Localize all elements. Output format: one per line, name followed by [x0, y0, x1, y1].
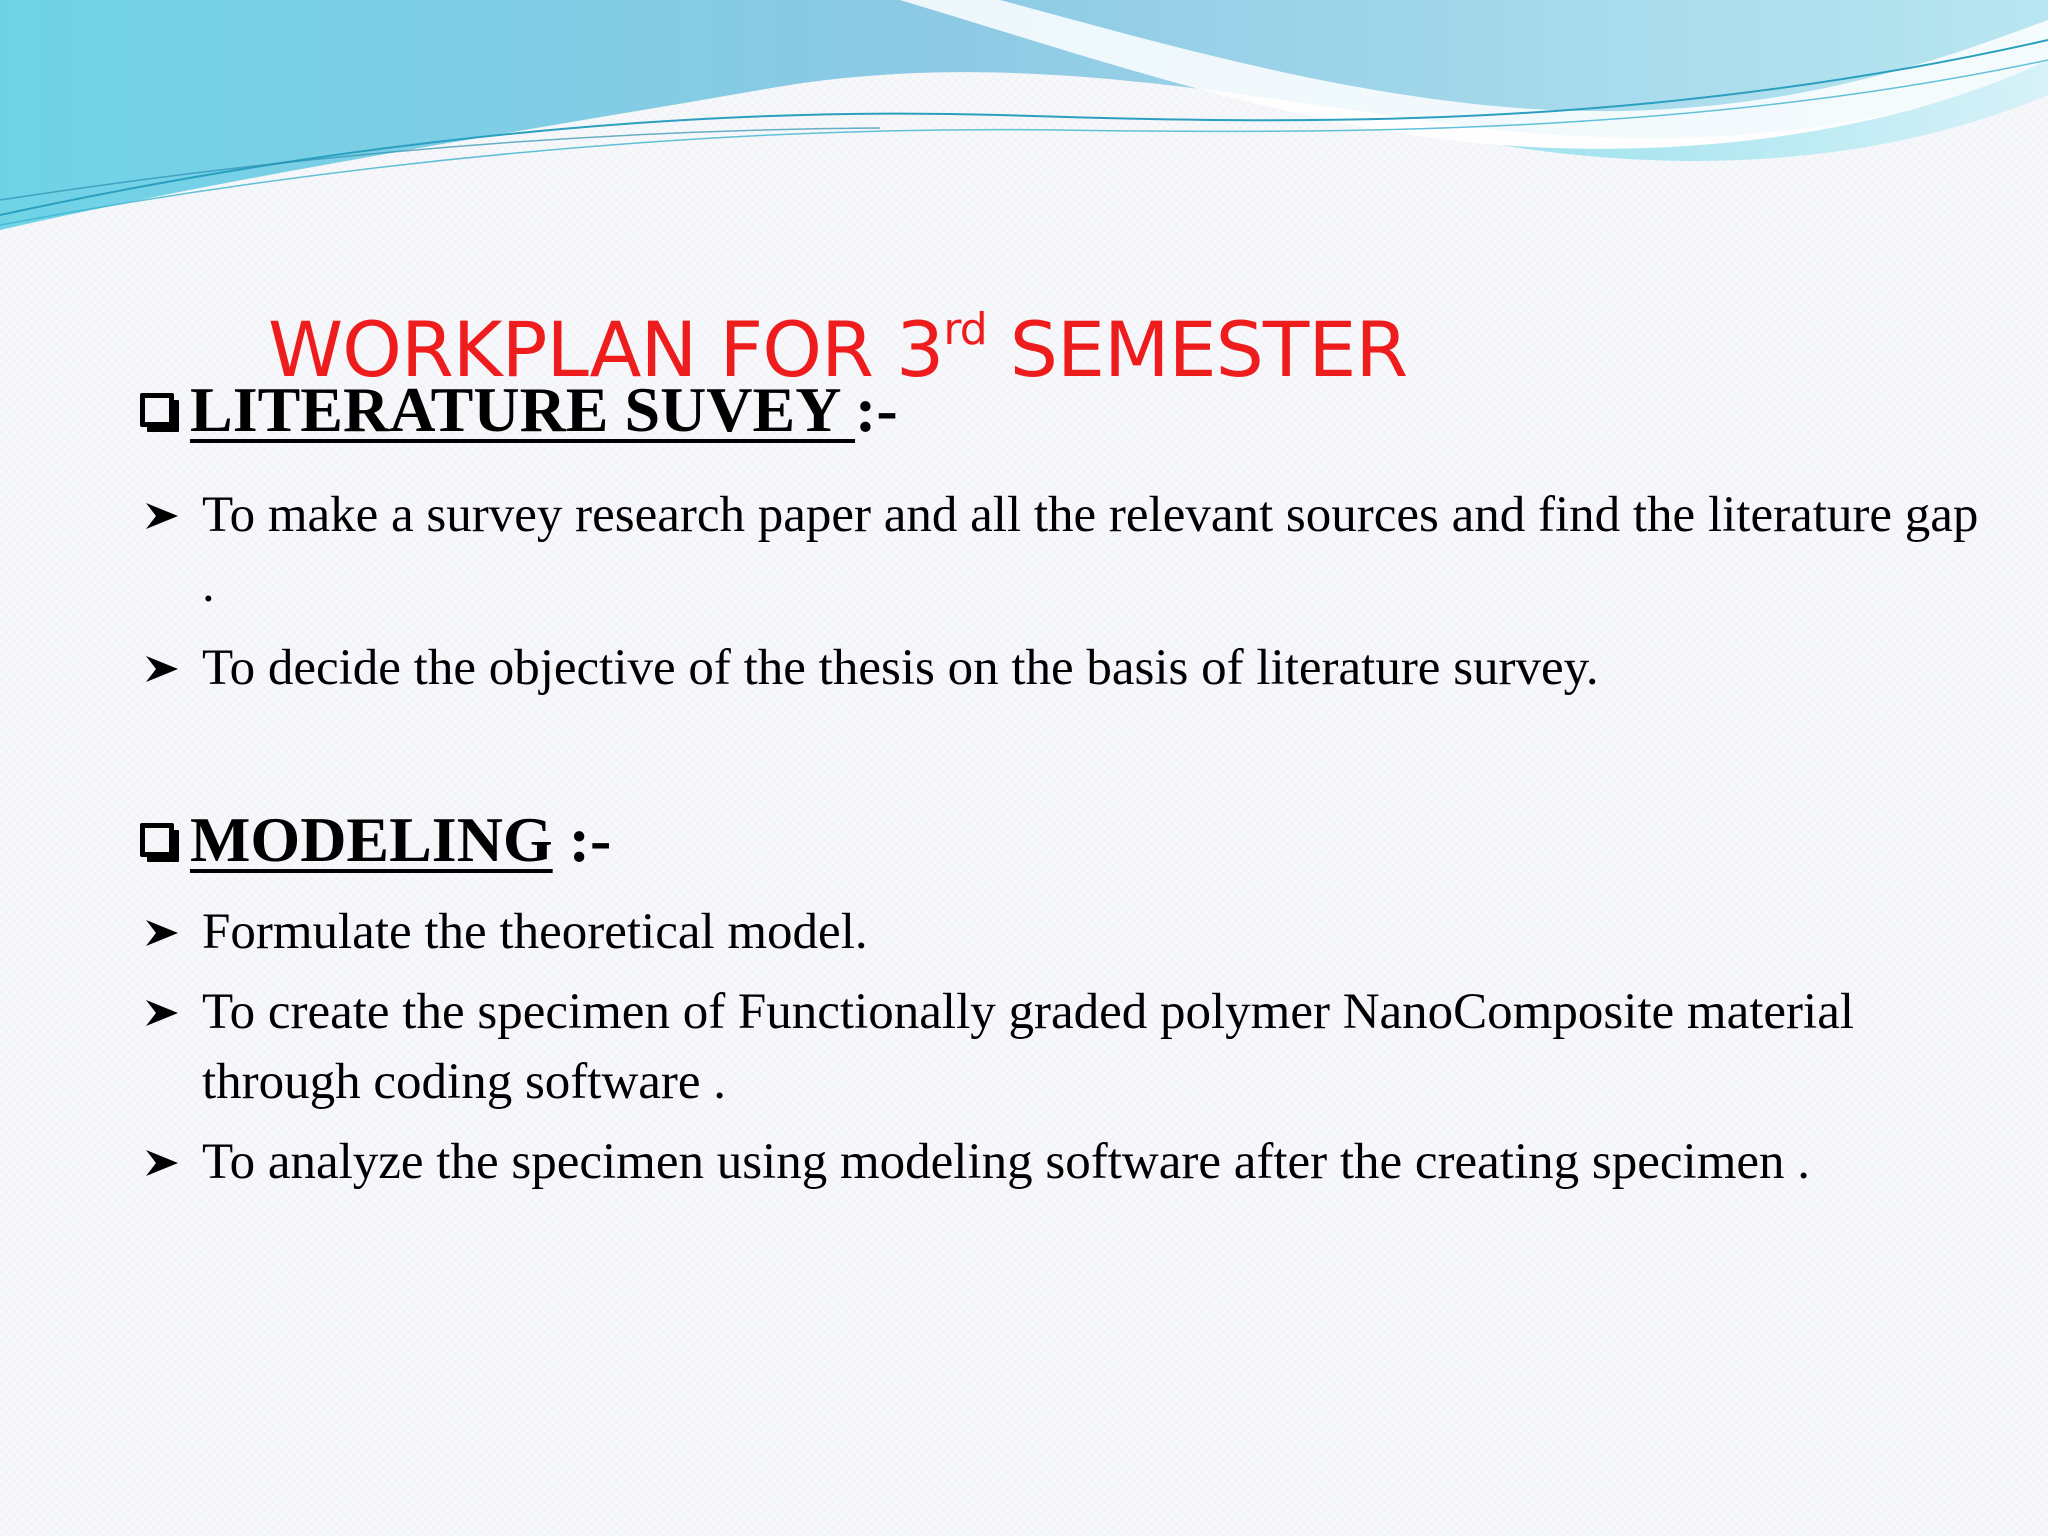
- section-heading-modeling: [140, 804, 612, 875]
- slide-title: [268, 303, 1408, 394]
- list-item-text: To make a survey research paper and all the relevant sources and find the literature gap .: [202, 487, 1979, 613]
- list-item: [140, 633, 1980, 703]
- arrow-bullet-icon: [140, 897, 202, 967]
- list-item-text: To create the specimen of Functionally graded polymer NanoComposite material through coding software .: [202, 984, 1854, 1110]
- title-main: WORKPLAN FOR 3: [268, 305, 944, 394]
- square-checkbox-icon: [140, 823, 174, 857]
- section-heading-label: MODELING: [190, 804, 553, 875]
- arrow-bullet-icon: [140, 1127, 202, 1197]
- list-item-text: Formulate the theoretical model.: [202, 904, 868, 960]
- section-heading-label: LITERATURE SUVEY: [190, 374, 856, 445]
- list-item: [140, 897, 1980, 967]
- square-checkbox-icon: [140, 393, 174, 427]
- arrow-bullet-icon: [140, 977, 202, 1047]
- arrow-bullet-icon: [140, 633, 202, 703]
- title-superscript: rd: [943, 303, 987, 355]
- arrow-bullet-icon: [140, 480, 202, 550]
- wave-banner: [0, 0, 2048, 260]
- list-item: [140, 1127, 1980, 1197]
- list-item: [140, 480, 1980, 620]
- title-rest: SEMESTER: [986, 305, 1408, 394]
- section-heading-suffix: :-: [855, 374, 898, 445]
- list-item-text: To decide the objective of the thesis on the basis of literature survey.: [202, 640, 1599, 696]
- list-item: [140, 977, 1980, 1117]
- section-heading-suffix: :-: [552, 804, 612, 875]
- list-item-text: To analyze the specimen using modeling software after the creating specimen .: [202, 1134, 1810, 1190]
